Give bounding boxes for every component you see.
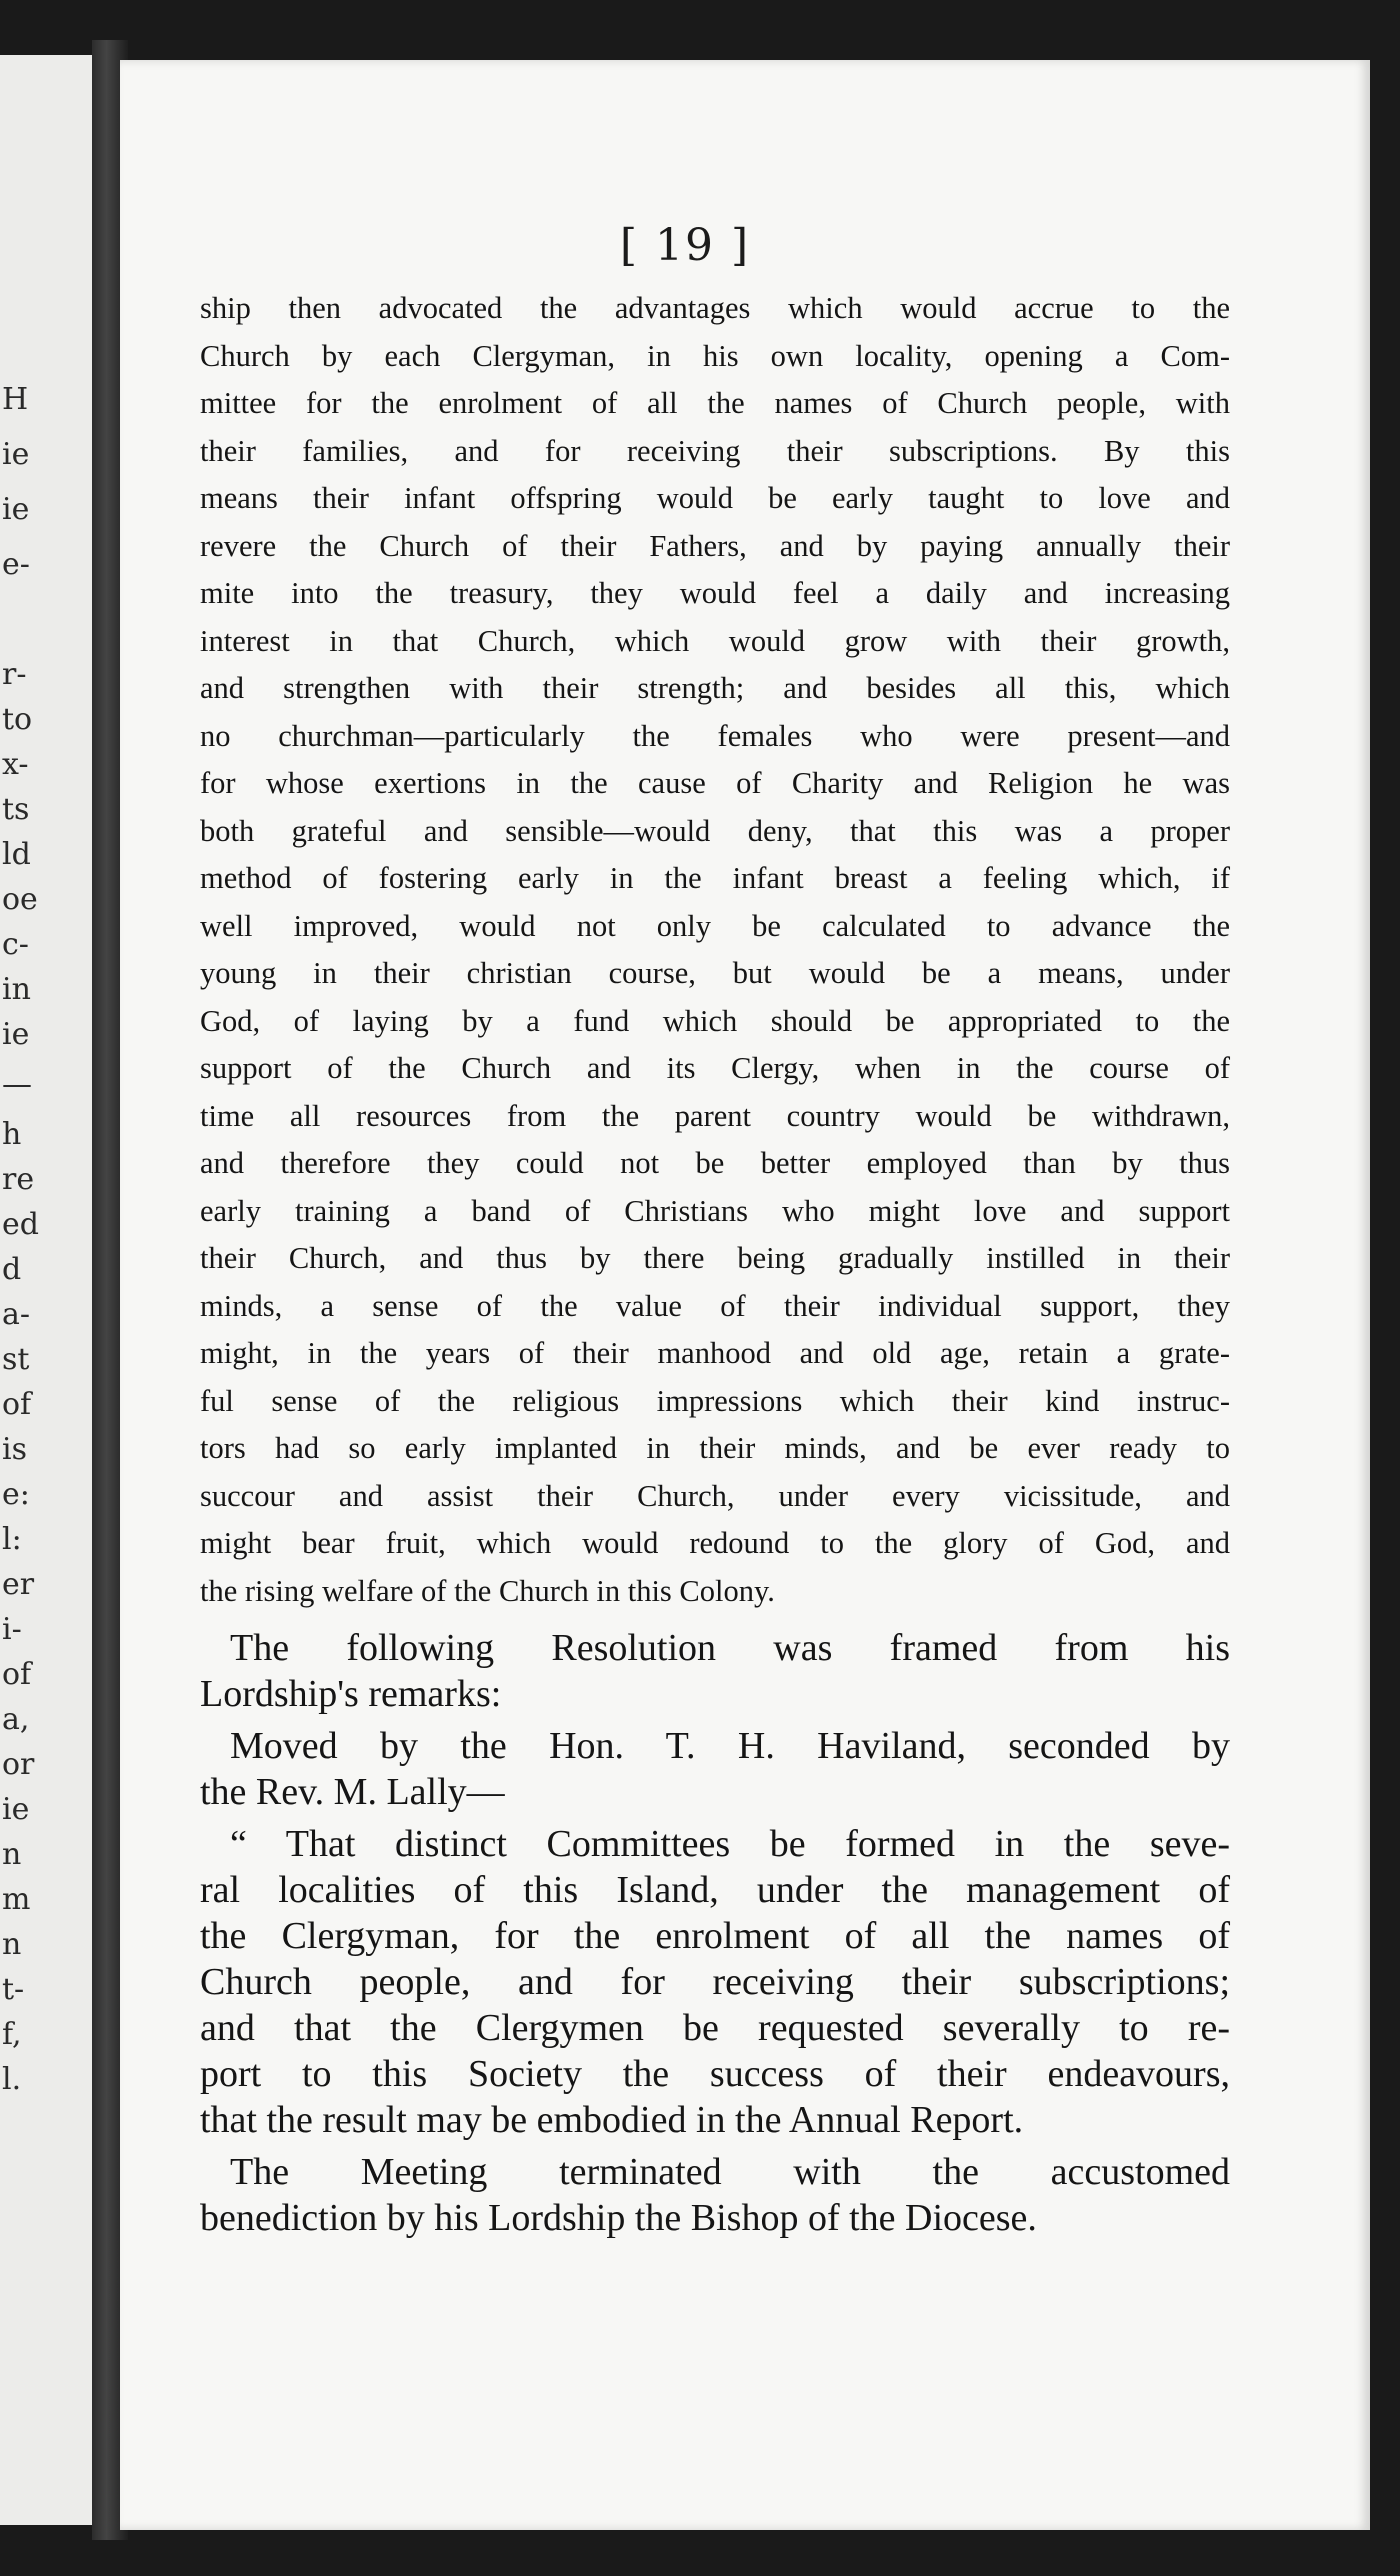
text-line: ful sense of the religious impressions which their kind instruc-: [200, 1383, 1230, 1418]
facing-page-fragment: or: [2, 1747, 35, 1782]
paragraph-resolution-intro: [200, 1625, 1230, 1717]
facing-page-fragment: a,: [2, 1702, 30, 1737]
paragraph-speech-summary: [200, 285, 1230, 1615]
facing-page-fragment: ie: [2, 1792, 30, 1827]
text-line: method of fostering early in the infant breast a feeling which, if: [200, 861, 1230, 895]
facing-page-fragment: ie: [2, 492, 30, 527]
text-line: early training a band of Christians who might love and support: [200, 1193, 1230, 1228]
text-line: the rising welfare of the Church in this Colony.: [200, 1573, 775, 1608]
facing-page-fragment: f,: [2, 2017, 22, 2052]
text-line: the Rev. M. Lally—: [200, 1771, 505, 1813]
paragraph-closing: [200, 2149, 1230, 2241]
document-page: [120, 60, 1370, 2530]
facing-page-edge: [0, 55, 92, 2525]
facing-page-fragment: e:: [2, 1477, 30, 1512]
text-line: no churchman—particularly the females who were present—and: [200, 718, 1230, 753]
text-line: port to this Society the success of their endeavours,: [200, 2053, 1230, 2095]
text-line: both grateful and sensible—would deny, that this was a proper: [200, 813, 1230, 848]
text-line: “ That distinct Committees be formed in the seve-: [230, 1823, 1230, 1865]
text-line: mite into the treasury, they would feel a daily and increasing: [200, 576, 1230, 610]
text-line: interest in that Church, which would grow with their growth,: [200, 623, 1230, 658]
text-line: might bear fruit, which would redound to the glory of God, and: [200, 1526, 1230, 1560]
facing-page-fragment: a-: [2, 1297, 31, 1332]
text-line: The Meeting terminated with the accustomed: [230, 2151, 1230, 2193]
facing-page-fragment: n: [2, 1837, 22, 1872]
paragraph-motion: [200, 1723, 1230, 1815]
text-line: time all resources from the parent country would be withdrawn,: [200, 1098, 1230, 1133]
text-line: Church people, and for receiving their subscriptions;: [200, 1961, 1230, 2003]
text-line: ship then advocated the advantages which would accrue to the: [200, 291, 1230, 325]
text-line: minds, a sense of the value of their individual support, they: [200, 1288, 1230, 1323]
facing-page-fragment: er: [2, 1567, 35, 1602]
facing-page-fragment: c-: [2, 927, 29, 962]
facing-page-fragment: m: [2, 1882, 31, 1917]
facing-page-fragment: of: [2, 1387, 32, 1422]
text-line: their families, and for receiving their subscriptions. By this: [200, 433, 1230, 468]
text-line: Moved by the Hon. T. H. Haviland, seconded by: [230, 1725, 1230, 1767]
facing-page-fragment: H: [2, 382, 29, 417]
facing-page-fragment: n: [2, 1927, 22, 1962]
facing-page-fragment: e-: [2, 547, 30, 582]
text-line: their Church, and thus by there being gradually instilled in their: [200, 1241, 1230, 1275]
text-line: might, in the years of their manhood and old age, retain a grate-: [200, 1336, 1230, 1370]
text-line: ral localities of this Island, under the management of: [200, 1869, 1230, 1911]
facing-page-fragment: ld: [2, 837, 31, 872]
facing-page-fragment: st: [2, 1342, 30, 1377]
text-line: mittee for the enrolment of all the names of Church people, with: [200, 386, 1230, 420]
page-number: [ 19 ]: [619, 220, 751, 271]
text-line: well improved, would not only be calculated to advance the: [200, 908, 1230, 943]
text-line: and therefore they could not be better employed than by thus: [200, 1146, 1230, 1180]
facing-page-fragment: t-: [2, 1972, 25, 2007]
text-line: means their infant offspring would be early taught to love and: [200, 481, 1230, 515]
text-line: and strengthen with their strength; and besides all this, which: [200, 671, 1230, 705]
facing-page-fragment: —: [2, 1067, 32, 1102]
facing-page-fragment: l:: [2, 1522, 22, 1557]
facing-page-fragment: of: [2, 1657, 32, 1692]
facing-page-fragment: l.: [2, 2062, 22, 2097]
text-line: revere the Church of their Fathers, and by paying annually their: [200, 528, 1230, 563]
text-line: The following Resolution was framed from his: [230, 1627, 1230, 1669]
paragraph-resolution-text: [200, 1821, 1230, 2143]
facing-page-fragment: ie: [2, 437, 30, 472]
text-line: and that the Clergymen be requested severally to re-: [200, 2007, 1230, 2049]
facing-page-fragment: to: [2, 702, 33, 737]
facing-page-fragment: r-: [2, 657, 27, 692]
text-line: Church by each Clergyman, in his own locality, opening a Com-: [200, 338, 1230, 373]
text-line: benediction by his Lordship the Bishop of the Diocese.: [200, 2197, 1037, 2239]
facing-page-fragment: d: [2, 1252, 22, 1287]
facing-page-fragment: is: [2, 1432, 27, 1467]
page-body: [200, 285, 1230, 2241]
text-line: God, of laying by a fund which should be appropriated to the: [200, 1003, 1230, 1038]
text-line: Lordship's remarks:: [200, 1673, 502, 1715]
text-line: succour and assist their Church, under every vicissitude, and: [200, 1478, 1230, 1513]
facing-page-fragment: in: [2, 972, 31, 1007]
facing-page-fragment: i-: [2, 1612, 22, 1647]
facing-page-fragment: oe: [2, 882, 38, 917]
text-line: that the result may be embodied in the Annual Report.: [200, 2099, 1024, 2141]
facing-page-fragment: re: [2, 1162, 35, 1197]
facing-page-fragment: x-: [2, 747, 29, 782]
text-line: the Clergyman, for the enrolment of all the names of: [200, 1915, 1230, 1957]
text-line: young in their christian course, but would be a means, under: [200, 956, 1230, 990]
text-line: support of the Church and its Clergy, when in the course of: [200, 1051, 1230, 1085]
facing-page-fragment: ed: [2, 1207, 39, 1242]
facing-page-fragment: ts: [2, 792, 30, 827]
facing-page-fragment: h: [2, 1117, 22, 1152]
text-line: for whose exertions in the cause of Charity and Religion he was: [200, 766, 1230, 800]
facing-page-fragment: ie: [2, 1017, 30, 1052]
text-line: tors had so early implanted in their minds, and be ever ready to: [200, 1431, 1230, 1465]
